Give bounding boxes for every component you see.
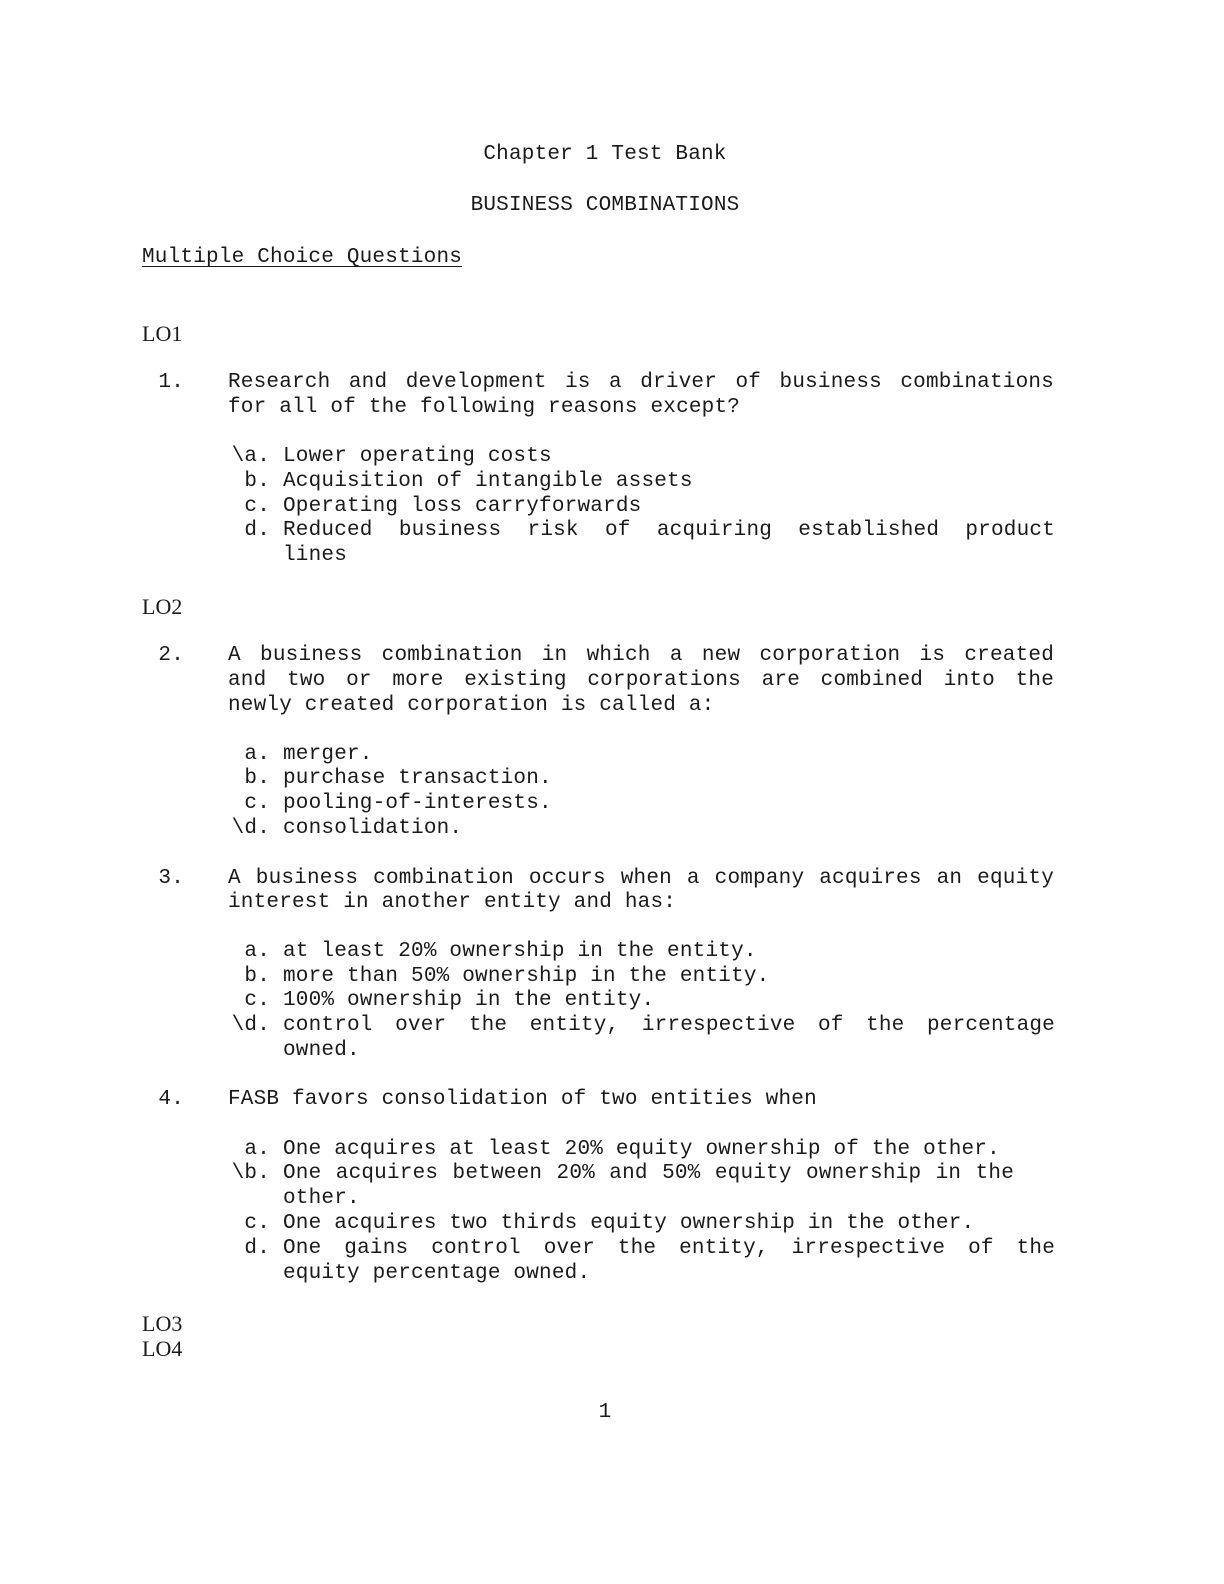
option-text: [283, 1236, 1055, 1286]
option-marker: \d.: [231, 817, 270, 840]
option-marker: \a.: [231, 445, 270, 468]
page-number: 1: [598, 1401, 612, 1424]
subject-title: BUSINESS COMBINATIONS: [470, 194, 740, 217]
option-text-line: control over the entity, irrespective of the percentage: [283, 1014, 1055, 1037]
question-text-line: A business combination in which a new corporation is created: [228, 644, 1054, 667]
option-marker: d.: [244, 1237, 270, 1260]
option-marker: \b.: [231, 1162, 270, 1185]
question-text-line: for all of the following reasons except?: [228, 396, 741, 419]
question-number: 4.: [158, 1088, 184, 1111]
question-number: 1.: [158, 371, 184, 394]
learning-objective-lo1: LO1: [142, 321, 183, 346]
option-text-line: Reduced business risk of acquiring established product: [283, 519, 1055, 542]
option-text: Lower operating costs: [283, 445, 552, 468]
option-text-line: owned.: [283, 1039, 360, 1062]
option-text: at least 20% ownership in the entity.: [283, 940, 757, 963]
option-marker: b.: [244, 767, 270, 790]
learning-objective-lo3: LO3: [142, 1311, 183, 1336]
option-text: purchase transaction.: [283, 767, 552, 790]
option-marker: c.: [244, 1212, 270, 1235]
option-text-line: One acquires between 20% and 50% equity ownership in the: [283, 1162, 1014, 1185]
option-text: [283, 518, 1055, 568]
option-marker: c.: [244, 495, 270, 518]
section-heading: Multiple Choice Questions: [142, 246, 463, 269]
learning-objective-lo4: LO4: [142, 1336, 183, 1361]
option-marker: b.: [244, 470, 270, 493]
question-text-line: newly created corporation is called a:: [228, 694, 715, 717]
question-text-line: and two or more existing corporations are combined into the: [228, 669, 1054, 692]
option-text-line: equity percentage owned.: [283, 1262, 591, 1285]
learning-objective-lo2: LO2: [142, 594, 183, 619]
option-marker: a.: [244, 1138, 270, 1161]
chapter-title: Chapter 1 Test Bank: [483, 143, 727, 166]
option-marker: c.: [244, 792, 270, 815]
option-marker: a.: [244, 743, 270, 766]
option-text: One acquires at least 20% equity ownership of the other.: [283, 1138, 1000, 1161]
option-text: [283, 1013, 1055, 1063]
option-marker: d.: [244, 519, 270, 542]
question-number: 3.: [158, 867, 184, 890]
question-text-line: FASB favors consolidation of two entities when: [228, 1088, 817, 1111]
option-marker: \d.: [231, 1014, 270, 1037]
option-text-line: other.: [283, 1187, 360, 1210]
option-marker: c.: [244, 989, 270, 1012]
option-text: more than 50% ownership in the entity.: [283, 965, 770, 988]
option-text: 100% ownership in the entity.: [283, 989, 655, 1012]
option-text: [283, 1161, 1014, 1211]
option-text: Acquisition of intangible assets: [283, 470, 693, 493]
option-text-line: lines: [283, 544, 348, 567]
question-text-line: interest in another entity and has:: [228, 891, 677, 914]
question-number: 2.: [158, 644, 184, 667]
option-marker: a.: [244, 940, 270, 963]
option-text: consolidation.: [283, 817, 463, 840]
option-text: Operating loss carryforwards: [283, 495, 642, 518]
question-text-line: A business combination occurs when a company acquires an equity: [228, 867, 1054, 890]
option-text: One acquires two thirds equity ownership in the other.: [283, 1212, 975, 1235]
option-text: pooling-of-interests.: [283, 792, 552, 815]
option-text-line: One gains control over the entity, irrespective of the: [283, 1237, 1055, 1260]
option-marker: b.: [244, 965, 270, 988]
question-text-line: Research and development is a driver of business combinations: [228, 371, 1054, 394]
option-text: merger.: [283, 743, 373, 766]
